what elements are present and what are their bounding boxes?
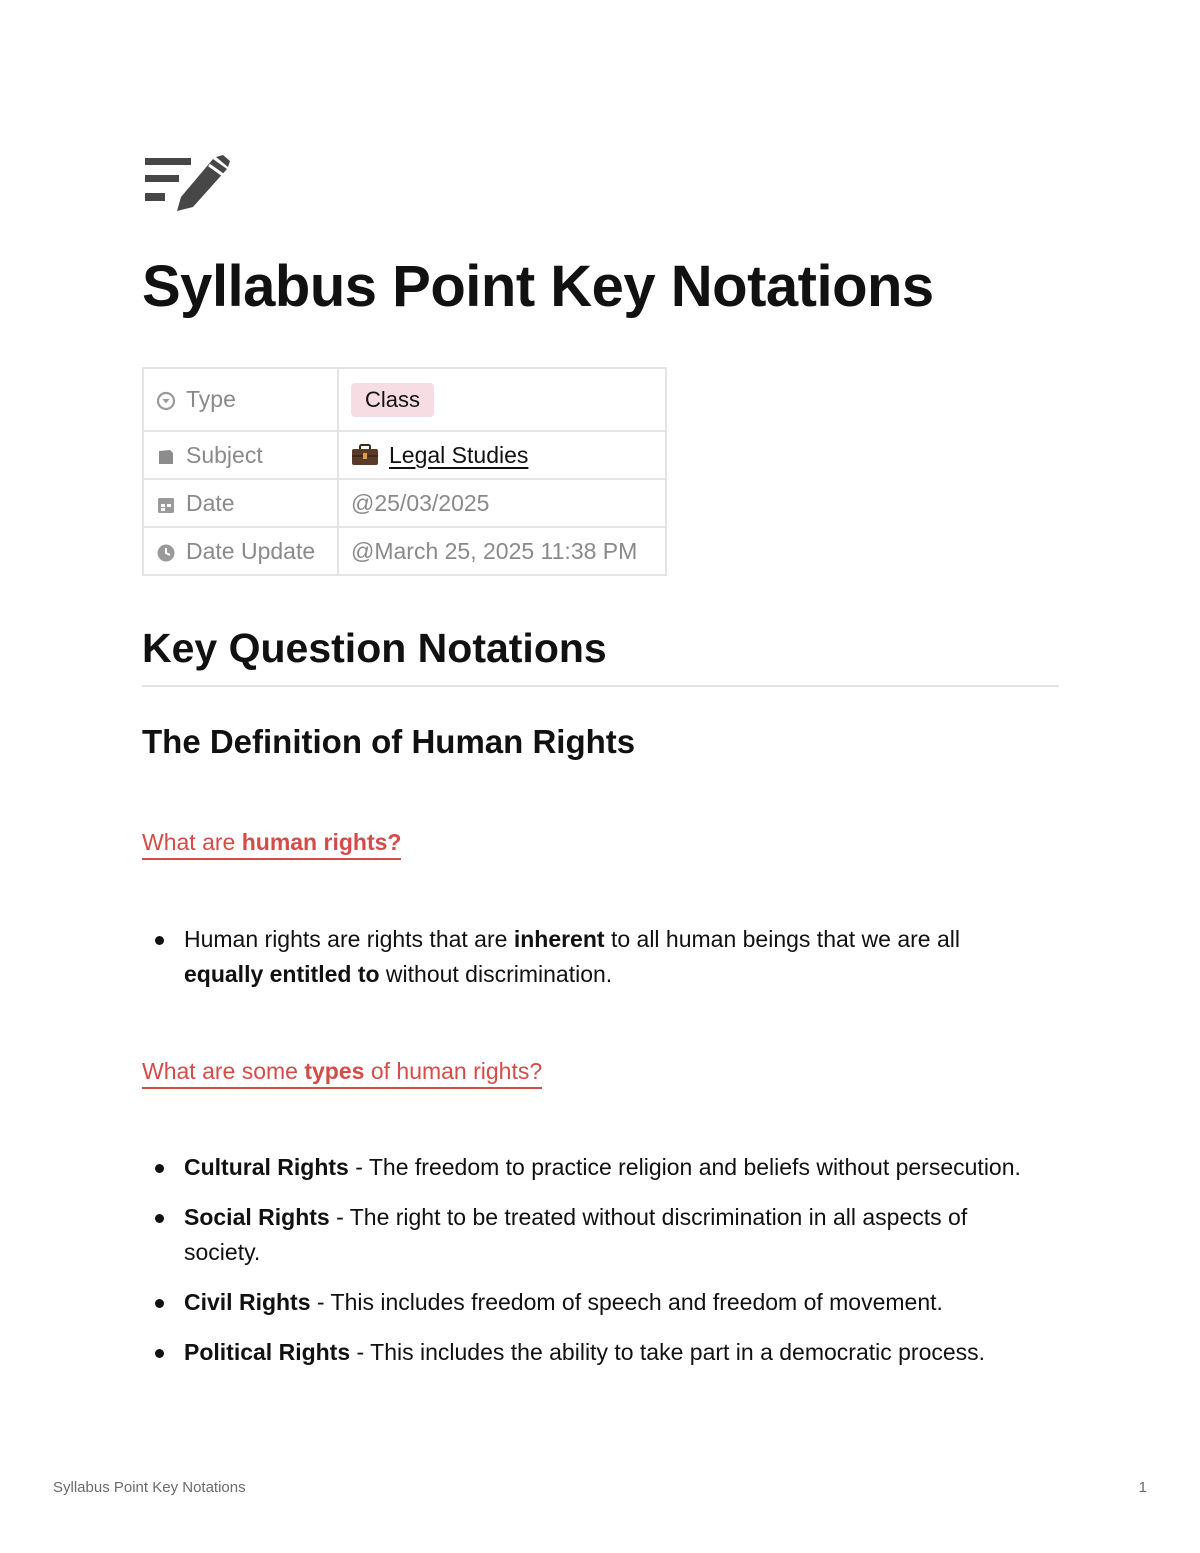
right-type-description: - The right to be treated without discrimination in all aspects of society.	[184, 1204, 968, 1265]
date-mention[interactable]: @25/03/2025	[351, 489, 490, 516]
property-label: Date	[186, 489, 235, 516]
right-type-description: - The freedom to practice religion and beliefs without persecution.	[348, 1154, 1021, 1180]
property-row-date-update	[143, 527, 666, 575]
property-row-date	[143, 479, 666, 527]
status-icon	[156, 391, 176, 411]
question-text: What are some	[142, 1058, 305, 1084]
list-item	[142, 1335, 1042, 1370]
list-item	[142, 1200, 1042, 1270]
property-label: Subject	[186, 441, 263, 468]
section-subheading: The Definition of Human Rights	[142, 723, 636, 760]
property-value-type[interactable]	[338, 368, 666, 431]
property-name-date-update	[143, 527, 338, 575]
question-human-rights	[142, 826, 401, 860]
right-type-label: Cultural Rights	[184, 1154, 349, 1180]
right-type-label: Political Rights	[184, 1339, 351, 1365]
answer-text: to all human beings that we are all	[604, 926, 960, 952]
property-label: Type	[186, 386, 236, 412]
question-bold-text: human rights?	[241, 829, 402, 855]
question-text: of human rights?	[364, 1058, 543, 1084]
property-name-type	[143, 368, 338, 431]
subject-link[interactable]: Legal Studies	[389, 441, 529, 468]
property-value-subject[interactable]	[338, 431, 666, 479]
right-type-label: Social Rights	[184, 1204, 330, 1230]
question-bold-text: types	[304, 1058, 365, 1084]
properties-table	[142, 367, 667, 576]
briefcase-icon	[351, 444, 379, 466]
date-update-mention[interactable]: @March 25, 2025 11:38 PM	[351, 537, 638, 564]
relation-icon	[156, 447, 176, 467]
list-item	[142, 1285, 1042, 1320]
notes-pencil-icon	[143, 155, 231, 213]
answer-bold-text: inherent	[513, 926, 605, 952]
calendar-icon	[156, 495, 176, 515]
question-text: What are	[142, 829, 242, 855]
property-value-date-update[interactable]	[338, 527, 666, 575]
property-name-subject	[143, 431, 338, 479]
page-number: 1	[1138, 1479, 1147, 1496]
type-tag[interactable]: Class	[351, 383, 434, 417]
heading-divider	[142, 685, 1059, 687]
answer-text: without discrimination.	[379, 961, 613, 987]
answer-bold-text: equally entitled to	[184, 961, 380, 987]
question-types-of-rights	[142, 1055, 542, 1089]
property-row-type	[143, 368, 666, 431]
right-type-label: Civil Rights	[184, 1289, 311, 1315]
list-item	[142, 1150, 1042, 1185]
footer-title: Syllabus Point Key Notations	[53, 1479, 246, 1496]
property-row-subject	[143, 431, 666, 479]
rights-types-list	[142, 1150, 1042, 1385]
clock-icon	[156, 543, 176, 563]
section-heading: Key Question Notations	[142, 625, 607, 671]
property-label: Date Update	[186, 537, 316, 564]
right-type-description: - This includes the ability to take part in a democratic process.	[350, 1339, 986, 1365]
answer-text: Human rights are rights that are	[184, 926, 514, 952]
list-item	[142, 922, 1042, 992]
right-type-description: - This includes freedom of speech and freedom of movement.	[310, 1289, 943, 1315]
definition-list	[142, 922, 1042, 992]
property-name-date	[143, 479, 338, 527]
page-title: Syllabus Point Key Notations	[142, 254, 934, 319]
property-value-date[interactable]	[338, 479, 666, 527]
